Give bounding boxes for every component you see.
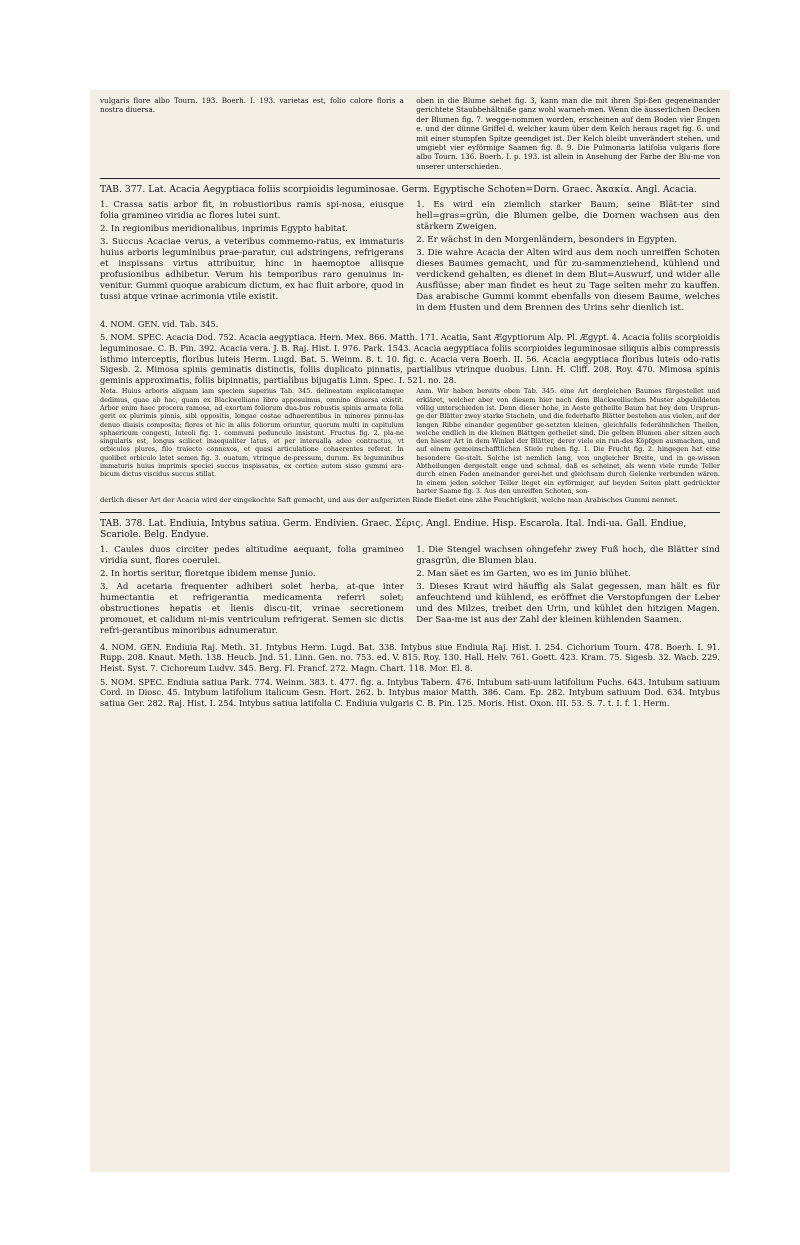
top-latin-text: vulgaris flore albo Tourn. 193. Boerh. I. 193. varietas est, folio colore floris a nostra diuersa. [100,96,404,115]
german-paragraph: 1. Es wird ein ziemlich starker Baum, seine Blät-ter sind hell=gras=grün, die Blumen gelbe, die Dornen wachsen aus den stärkern Zweigen. [416,199,720,232]
tab-378-latin-column [100,545,404,639]
section-divider [100,512,720,513]
tab-378-german-column [416,545,720,639]
tab-377-note-tail: derlich dieser Art der Acacia wird der eingekochte Saft gemacht, und aus der aufgerizten Rinde fließet eine zähe Feuchtigkeit, welche man Arabisches Gummi nennet. [100,496,678,505]
latin-paragraph: 1. Caules duos circiter pedes altitudine aequant, folia gramineo viridia sunt, flores coerulei. [100,544,404,566]
tab-377-nom-spec: 5. NOM. SPEC. Acacia Dod. 752. Acacia aegyptiaca. Hern. Mex. 866. Matth. 171. Acatia, Sant Ægyptiorum Alp. Pl. Ægypt. 4. Acacia foliis scorpioidis leguminosae. C. B. Pin. 392. Acacia vera. J. B. Raj. Hist. I. 976. Park. 1543. Acacia aegyptiaca foliis scorpioides leguminosae siliquis albis compressis isthmo interceptis, floribus luteis Herm. Lugd. Bat. 5. Weinm. 8. t. 10. fig. c. Acacia vera Boerh. II. 56. Acacia aegyptiaca floribus luteis odo-ratis Sigesb. 2. Mimosa spinis geminatis distinctis, foliis duplicato pinnatis, partialibus vtrinque duobus. Linn. H. Cliff. 208. Roy. 470. Mimosa spinis geminis approximatis, foliis bipinnatis, partialibus bijugatis Linn. Spec. I. 521. no. 28. [100,332,720,385]
section-tab-378 [100,518,720,709]
latin-paragraph: 3. Succus Acaciae verus, a veteribus commemo-ratus, ex immaturis huius arboris leguminibus prae-paratur, cui adstringens, refrigerans et inspissans virtus attribuitur, hinc in haemoptoe aliisque profusionibus adhibetur. Verum his temporibus raro genuinus in-venitur. Gummi quoque arabicum dictum, ex hac fluit arbore, quod in tussi atque vrinae acrimonia vtile existit. [100,236,404,302]
tab-378-nom-spec: 5. NOM. SPEC. Endiuia satiua Park. 774. Weinm. 383. t. 477. fig. a. Intybus Tabern. 476. Intubum sati-uum latifolium Fuchs. 643. Intubum satiuum Cord. in Diosc. 45. Intybum latifolium italicum Gesn. Hort. 262. b. Intybus maior Matth. 386. Cam. Ep. 282. Intybum satiuum Dod. 634. Intybus satiua Ger. 282. Raj. Hist. I. 254. Intybus satiua latifolia C. Endiuia vulgaris C. B. Pin. 125. Moris. Hist. Oxon. III. 53. S. 7. t. I. f. 1. Herm. [100,676,720,708]
german-paragraph: 2. Man säet es im Garten, wo es im Junio blühet. [416,568,631,579]
latin-paragraph: 2. In regionibus meridionalibus, inprimis Egypto habitat. [100,223,349,234]
german-paragraph: 3. Dieses Kraut wird häuffig als Salat gegessen, man hält es für anfeuchtend und kühlend, es eröffnet die Verstopfungen der Leber und des Milzes, treibet den Urin, und kühlet den hitzigen Magen. Der Saa-me ist aus der Zahl der kleinen kühlenden Saamen. [416,581,720,625]
book-page [90,90,730,1172]
tab-377-nom-gen: 4. NOM. GEN. vid. Tab. 345. [100,318,219,329]
tab-378-heading: TAB. 378. Lat. Endiuia, Intybus satiua. Germ. Endivien. Graec. Σέρις. Angl. Endiue. Hisp. Escarola. Ital. Indi-ua. Gall. Endiue, Scariole. Belg. Endyue. [100,517,687,541]
latin-paragraph: 1. Crassa satis arbor fit, in robustioribus ramis spi-nosa, eiusque folia gramineo viridia ac flores lutei sunt. [100,199,404,221]
tab-377-latin-column [100,200,404,316]
top-german-text: oben in die Blume siehet fig. 3, kann man die mit ihren Spi-ßen gegeneinander gerichtete Staubbehältniße ganz wohl warneh-men. Wenn die äusserlichen Decken der Blumen fig. 7. wegge-nommen worden, erscheinen auf dem Boden vier Engen e. und der dünne Griffel d, welcher kaum über dem Kelch heraus raget fig. 6. und mit einer stumpfen Spitze geendiget ist. Der Kelch bleibt unverändert stehen, und umgiebt vier eyförmige Saamen fig. 8. 9. Die Pulmonaria latifolia vulgaris flore albo Tourn. 136. Boerh. I. p. 193. ist allein in Ansehung der Farbe der Blu-me von unserer unterschieden. [416,96,720,171]
top-fragment [100,96,720,171]
german-paragraph: 2. Er wächst in den Morgenländern, besonders in Egypten. [416,234,678,245]
section-tab-377 [100,184,720,505]
tab-378-nom-gen: 4. NOM. GEN. Endiuia Raj. Meth. 31. Intybus Herm. Lugd. Bat. 338. Intybus siue Endiuia Raj. Hist. I. 254. Cichorium Tourn. 478. Boerh. I. 91. Rupp. 208. Knaut. Meth. 138. Heucb. Jnd. 51. Linn. Gen. no. 753. ed. V. 815. Roy. 130. Hall. Helv. 761. Goett. 423. Kram. 75. Sigesb. 32. Wacb. 229. Heist. Syst. 7. Cichoreum Ludvv. 345. Berg. Fl. Francf. 272. Magn. Chart. 118. Mor. El. 8. [100,641,720,673]
tab-377-note-latin: Nota. Huius arboris aliquam iam speciem superius Tab. 345. delineatam explicatamque dedimus, quae ab hac, quam ex Blackwelliano libro apposuimus, omnino diuersa existit. Arbor enim haec procera ramosa, ad exortum foliorum dua-bus robustis spinis armata folia gerit ex plurimis pinnis, sibi oppositis, longae costae adhaerentibus in minores pinnu-las denuo diuisis composita; flores et hic in aliis foliorum oriuntur, quorum multi in capitulum sphaericum congesti, luteoli fig. 1. communi pedunculo insistunt. Fructus fig. 2. pla-ne singularis est, longus scilicet inaequaliter latus, et per interualla adeo contractus, vt orbiculos plures, filo traiecto connexos, et quasi articulatione cohaerentes referat. In quolibet orbiculo latet semen fig. 3. ouatum, vtrinque de-pressum, durum. Ex leguminibus immaturis huius imprimis speciei succus inspissatus, ex cortice autem sisso gummi ara-bicum dictus viscidus succus stillat. [100,387,404,479]
tab-377-heading: TAB. 377. Lat. Acacia Aegyptiaca foliis scorpioidis leguminosae. Germ. Egyptische Schoten=Dorn. Graec. Ἀκακία. Angl. Acacia. [100,184,697,196]
section-divider [100,178,720,179]
german-paragraph: 3. Die wahre Acacia der Alten wird aus dem noch unreiffen Schoten dieses Baumes gemacht, und für zu-sammenziehend, kühlend und verdickend gehalten, es dienet in dem Blut=Auswurf, und wider alle Ausflüsse; aber man findet es heut zu Tage selten mehr zu kauffen. Das arabische Gummi kommt ebenfalls von diesem Baume, welches in dem Husten und dem Brennen des Urins sehr dienlich ist. [416,247,720,313]
latin-paragraph: 2. In hortis seritur, floretque ibidem mense Junio. [100,568,316,579]
tab-377-note-german: Anm. Wir haben bereits oben Tab. 345. eine Art dergleichen Baumes fürgestellet und erkläret, welcher aber von diesem hier nach dem Blackwellischen Muster abgebildeten völlig unterschieden ist. Denn dieser hohe, in Aeste getheilte Baum hat bey dem Ursprun-ge der Blätter zwey starke Stacheln, und die federhafte Blätter bestehen aus vielen, auf der langen Ribbe einander gegenüber ge-setzten kleinen, gleichfalls federähnlichen Theilen, welche endlich in die kleinen Blättgen getheilet sind. Die gelben Blumen aber sitzen auch den hieser Art in dem Winkel der Blätter, derer viele ein run-des Köpfgen ausmachen, und auf einem gemeinschafftlichen Stiele ruhen fig. 1. Die Frucht fig. 2. hingegen hat eine besondere Ge-stalt. Solche ist nemlich lang, von ungleicher Breite, und in ge-wissen Abtheilungen dergestalt enge und schmal, daß es scheinet, als wenn viele runde Teller durch einen Faden aneinander gerei-het und gleichsam durch Gelenke verbunden wären. In einem jeden solcher Teller lieget ein eyförmiger, auf beyden Seiten platt gedrückter harter Saame fig. 3. Aus den unreiffen Schoten, son- [416,387,720,495]
latin-paragraph: 3. Ad acetaria frequenter adhiberi solet herba, at-que inter humectantia et refrigerantia medicamenta referri solet; obstructiones hepatis et lienis discu-tit, vrinae secretionem promouet, et calidum ni-mis ventriculum refrigerat. Semen sic dictis refri-gerantibus minoribus adnumeratur. [100,581,404,636]
tab-377-german-column [416,200,720,316]
german-paragraph: 1. Die Stengel wachsen ohngefehr zwey Fuß hoch, die Blätter sind grasgrün, die Blumen blau. [416,544,720,566]
